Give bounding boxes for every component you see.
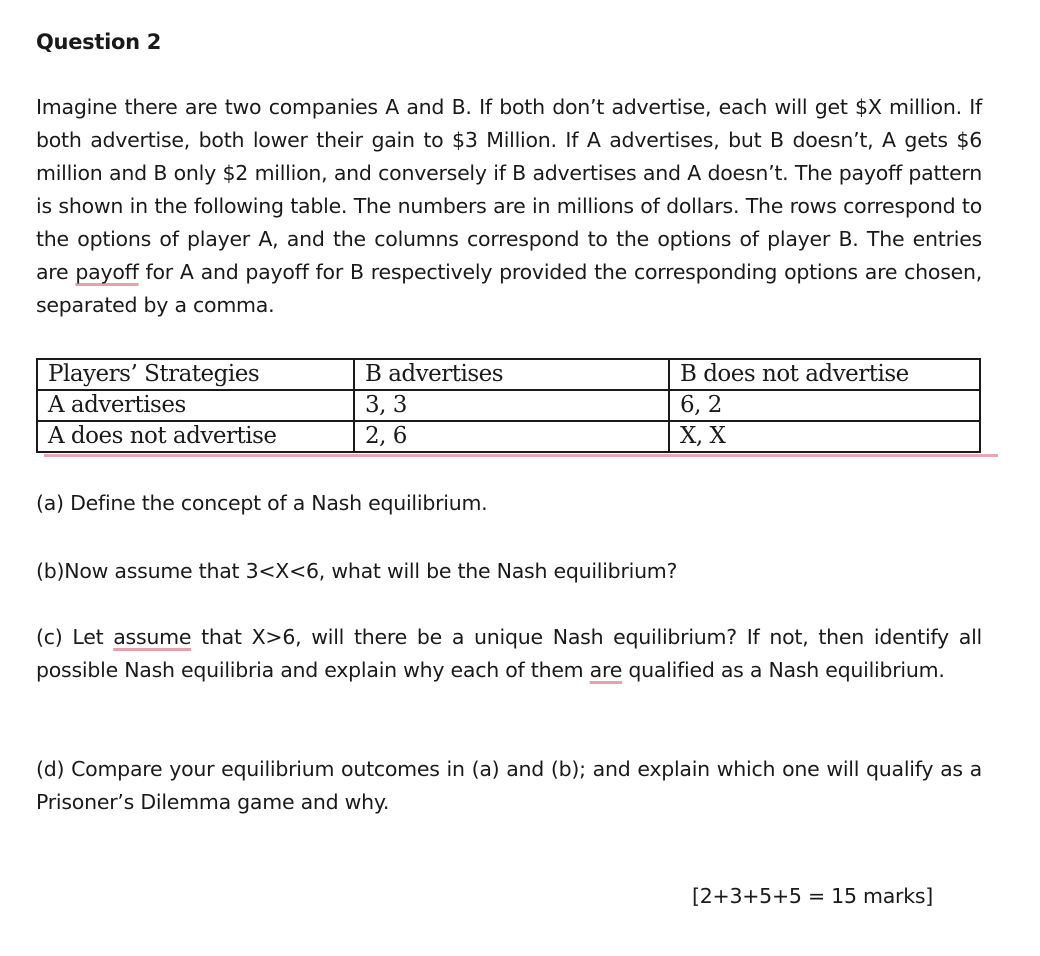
payoff-table: [36, 358, 981, 453]
header-cell-b-advertises: B advertises: [354, 359, 669, 390]
payoff-cell: 2, 6: [354, 421, 669, 452]
table-row: [37, 421, 980, 452]
question-c-part2: that X>6, will there be a unique Nash equilibrium? If not, then identify all possible Nash equilibria and explain why each of them: [36, 625, 982, 682]
marks-allocation: [2+3+5+5 = 15 marks]: [692, 884, 934, 908]
question-a: (a) Define the concept of a Nash equilibrium.: [36, 491, 488, 515]
flagged-word-are: are: [589, 658, 623, 682]
question-d: (d) Compare your equilibrium outcomes in (a) and (b); and explain which one will qualify as a Prisoner’s Dilemma game and why.: [36, 757, 982, 814]
flagged-word-assume: assume: [113, 625, 192, 649]
spellcheck-underline: [44, 454, 998, 457]
header-cell-strategies: Players’ Strategies: [37, 359, 354, 390]
intro-text-part1: Imagine there are two companies A and B. If both don’t advertise, each will get $X million. If both advertise, both lower their gain to $3 Million. If A advertises, but B doesn’t, A gets $6 million and B only $2 million, and conversely if B advertises and A doesn’t. The payoff pattern is shown in the following table. The numbers are in millions of dollars. The rows correspond to the options of player A, and the columns correspond to the options of player B. The entries are: [36, 95, 982, 284]
payoff-cell: 6, 2: [669, 390, 980, 421]
table-row: [37, 390, 980, 421]
question-b: (b)Now assume that 3<X<6, what will be the Nash equilibrium?: [36, 559, 678, 583]
question-title: Question 2: [36, 30, 162, 54]
table-header-row: [37, 359, 980, 390]
question-c: [36, 621, 982, 687]
flagged-word-payoff: payoff: [75, 260, 139, 284]
intro-paragraph: [36, 91, 982, 322]
header-cell-b-not-advertise: B does not advertise: [669, 359, 980, 390]
question-c-part1: (c) Let: [36, 625, 114, 649]
intro-text-part2: for A and payoff for B respectively provided the corresponding options are chosen, separated by a comma.: [36, 260, 983, 317]
question-c-part3: qualified as a Nash equilibrium.: [622, 658, 945, 682]
row-label-a-advertises: A advertises: [37, 390, 354, 421]
row-label-a-not-advertise: A does not advertise: [37, 421, 354, 452]
payoff-cell: 3, 3: [354, 390, 669, 421]
payoff-cell: X, X: [669, 421, 980, 452]
